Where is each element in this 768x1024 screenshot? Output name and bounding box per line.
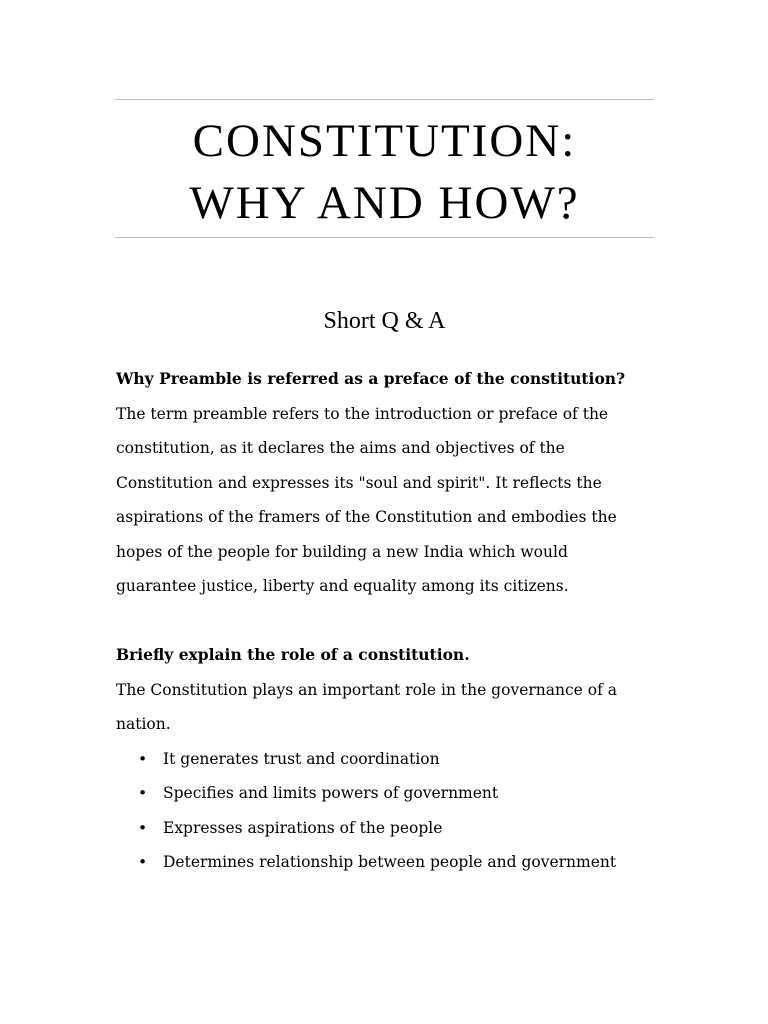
- answer-1-line-3: Constitution and expresses its "soul and spirit". It reflects the: [116, 473, 602, 492]
- answer-1-line-5: hopes of the people for building a new India which would: [116, 542, 568, 561]
- title-line-2: WHY AND HOW?: [189, 177, 580, 229]
- answer-2-line-1: The Constitution plays an important role in the governance of a: [116, 680, 618, 699]
- list-item: [116, 811, 646, 846]
- answer-1-line-4: aspirations of the framers of the Constitution and embodies the: [116, 508, 617, 526]
- answer-1-line-2: constitution, as it declares the aims and objectives of the: [116, 439, 565, 457]
- answer-1-line-6: guarantee justice, liberty and equality among its citizens.: [116, 577, 569, 595]
- list-item-text: Expresses aspirations of the people: [163, 818, 443, 837]
- bullet-icon: •: [138, 784, 148, 802]
- bullet-icon: •: [138, 749, 148, 768]
- page-title: [115, 110, 654, 234]
- list-item: [116, 742, 646, 777]
- qa-content: [116, 362, 646, 880]
- question-1: Why Preamble is referred as a preface of the constitution?: [116, 369, 626, 388]
- role-bullet-list: [116, 742, 646, 880]
- list-item: [116, 845, 646, 880]
- title-line-1: CONSTITUTION:: [192, 115, 577, 167]
- bottom-divider: [115, 237, 654, 238]
- bullet-icon: •: [138, 853, 148, 871]
- question-2: Briefly explain the role of a constitution.: [116, 645, 470, 664]
- section-subtitle: Short Q & A: [323, 308, 446, 334]
- paragraph-spacer: [116, 604, 646, 639]
- answer-1-line-1: The term preamble refers to the introduction or preface of the: [116, 404, 609, 423]
- answer-2-line-2: nation.: [116, 715, 171, 733]
- bullet-icon: •: [138, 818, 148, 837]
- top-divider: [115, 99, 654, 100]
- list-item-text: Determines relationship between people and government: [163, 853, 617, 871]
- list-item: [116, 776, 646, 811]
- list-item-text: It generates trust and coordination: [163, 749, 440, 768]
- list-item-text: Specifies and limits powers of government: [163, 784, 499, 802]
